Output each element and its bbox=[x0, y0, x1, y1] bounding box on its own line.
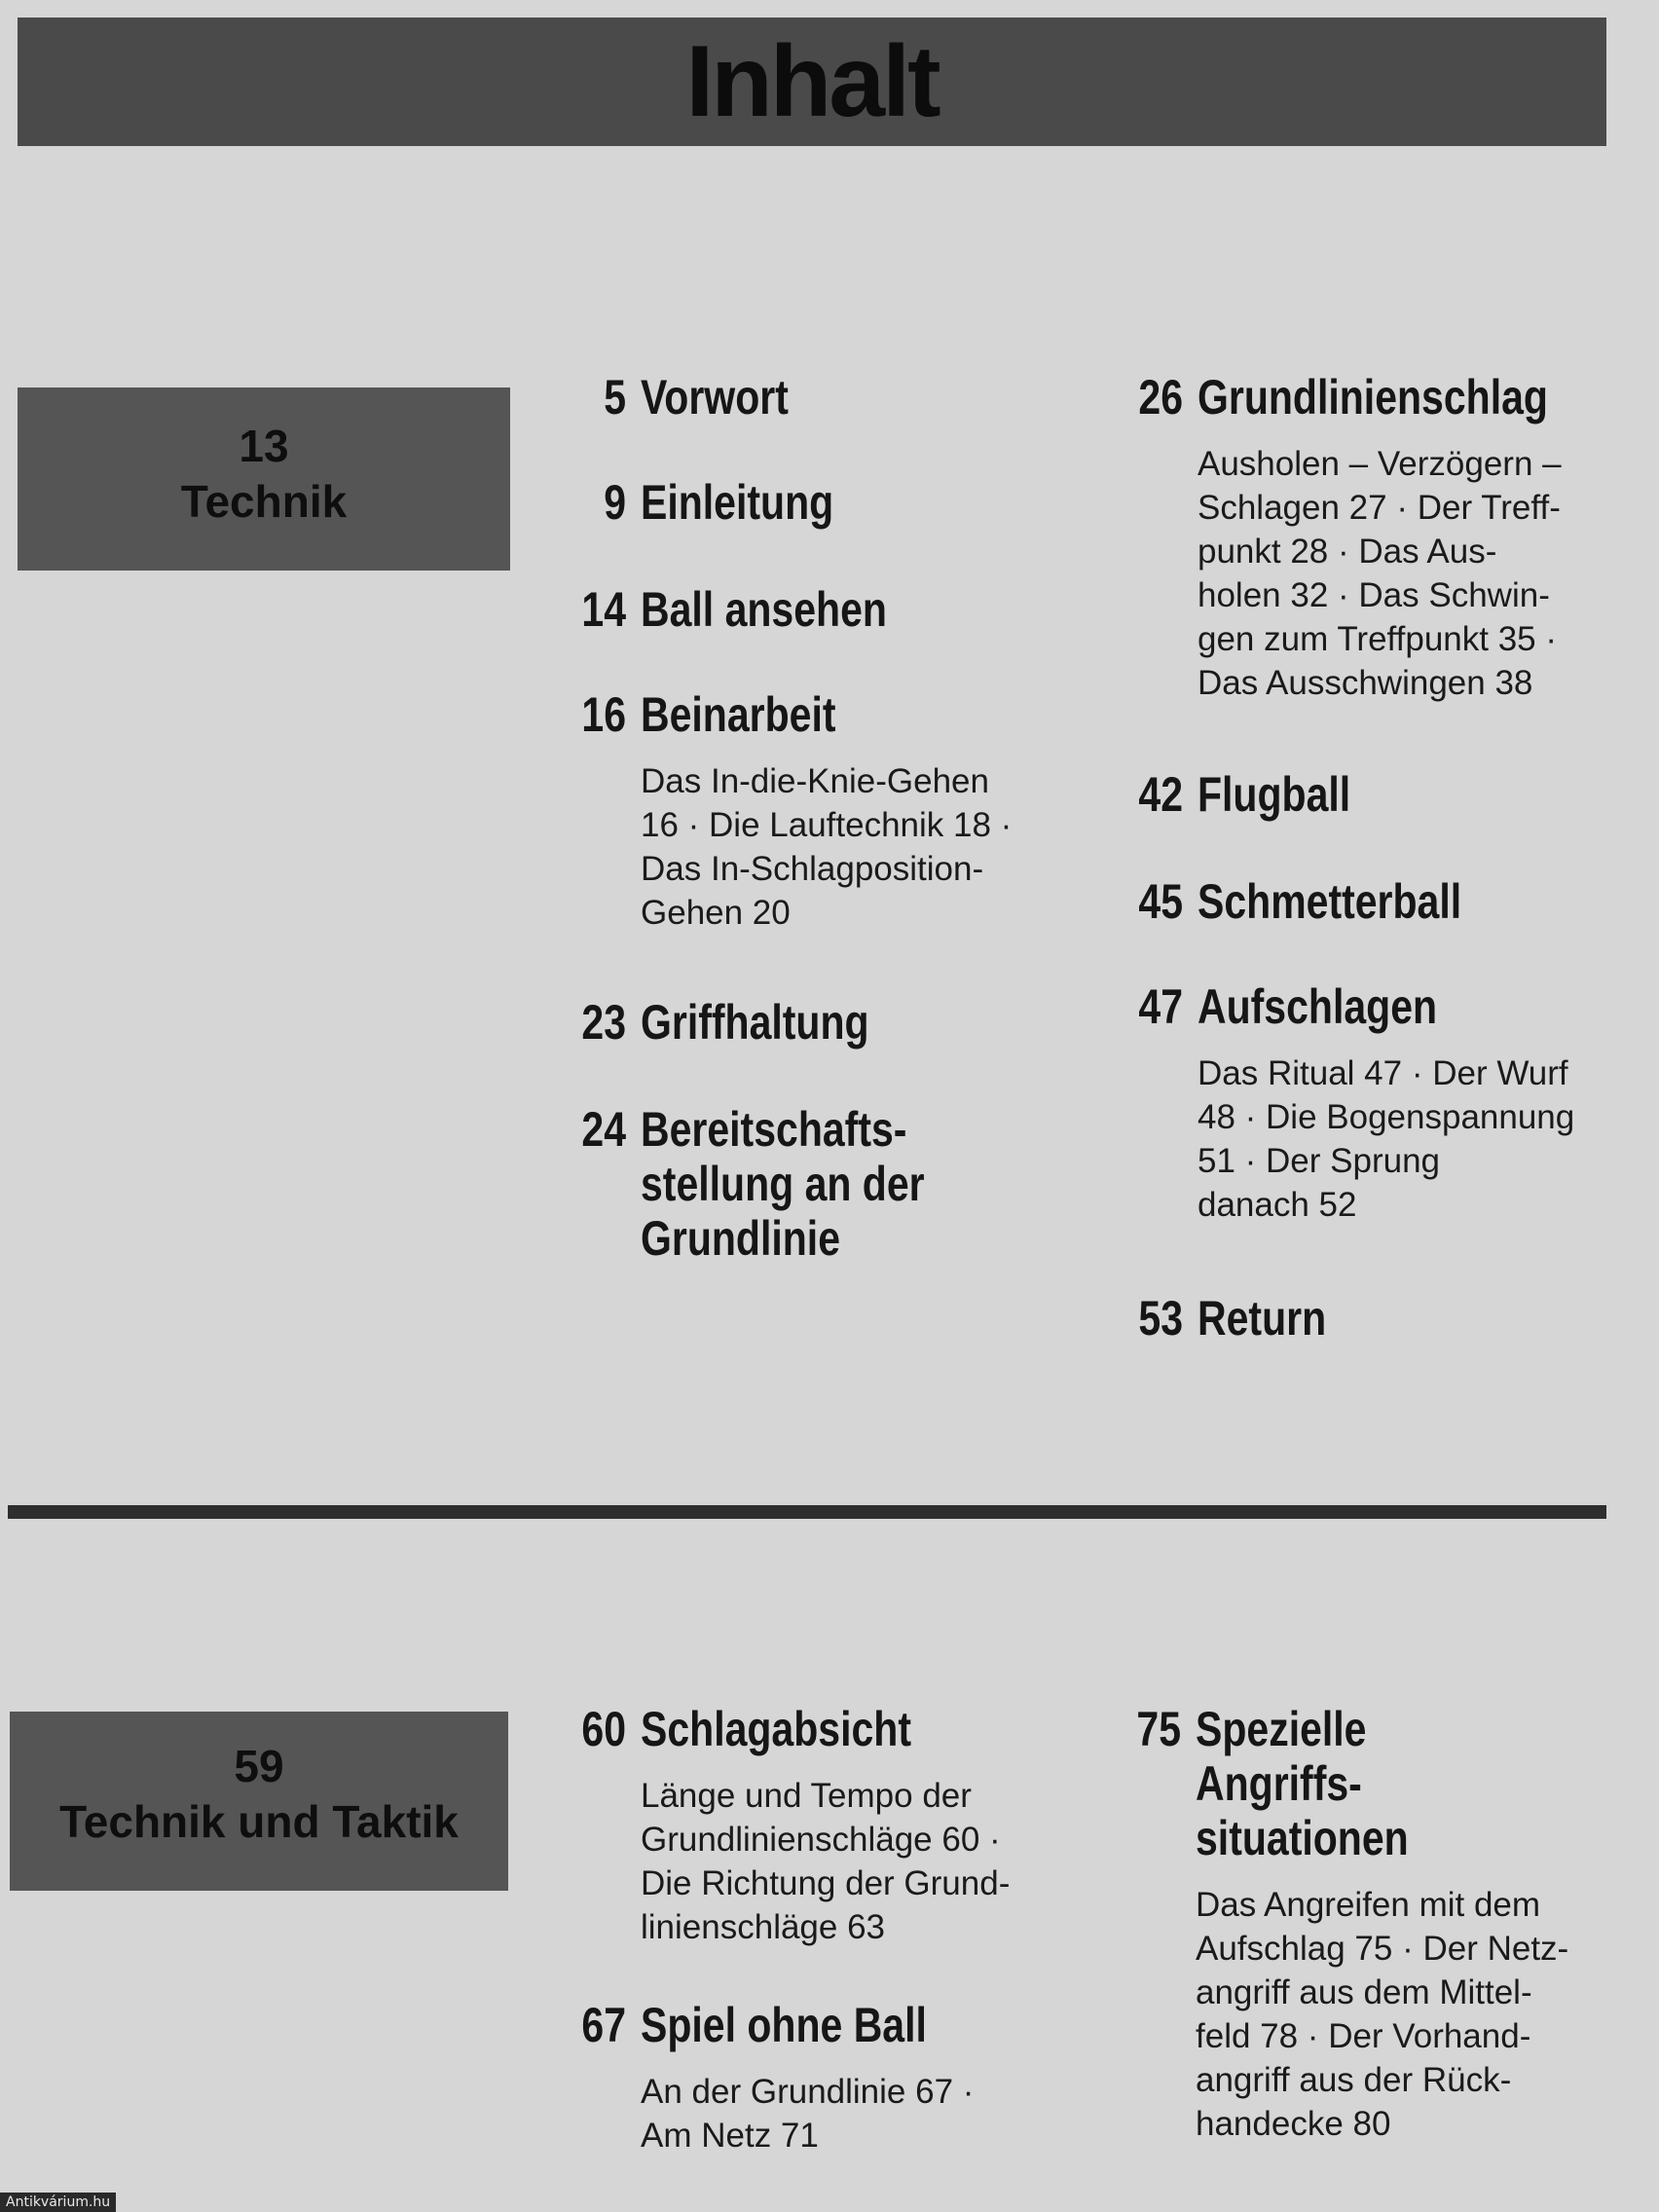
entry-title: Griffhaltung bbox=[641, 995, 869, 1050]
entry-page-number: 47 bbox=[1138, 979, 1183, 1034]
entry-title: Schmetterball bbox=[1198, 874, 1462, 929]
title-bar bbox=[18, 18, 1606, 146]
subtopic-line: Das In-die-Knie-Gehen bbox=[641, 762, 989, 800]
section-number: 13 bbox=[239, 421, 289, 471]
entry-title: Vorwort bbox=[641, 370, 789, 424]
section-name: Technik bbox=[180, 476, 348, 527]
entry-title-line: Angriffs- bbox=[1196, 1756, 1362, 1811]
entry-title: Return bbox=[1198, 1291, 1327, 1346]
entry-title: Beinarbeit bbox=[641, 687, 836, 742]
entry-page-number: 23 bbox=[581, 995, 626, 1050]
entry-subtopics bbox=[1196, 1883, 1568, 2146]
entry-title-line: situationen bbox=[1196, 1811, 1409, 1865]
watermark-label: Antikvárium.hu bbox=[0, 2193, 116, 2212]
toc-entry[interactable] bbox=[581, 1998, 989, 2157]
entry-page-number: 9 bbox=[604, 475, 626, 530]
entry-page-number: 67 bbox=[581, 1998, 626, 2052]
section-number: 59 bbox=[234, 1741, 284, 1791]
toc-entry[interactable] bbox=[581, 1702, 1011, 1949]
subtopic-line: gen zum Treffpunkt 35 · bbox=[1198, 620, 1558, 658]
toc-entry[interactable] bbox=[1138, 979, 1575, 1227]
entry-page-number: 26 bbox=[1138, 370, 1183, 424]
toc-entry[interactable] bbox=[1138, 874, 1520, 929]
toc-entry[interactable] bbox=[1138, 370, 1625, 705]
entry-page-number: 42 bbox=[1138, 767, 1183, 822]
page-title: Inhalt bbox=[685, 25, 939, 138]
subtopic-line: Das Ausschwingen 38 bbox=[1198, 664, 1533, 702]
toc-entry[interactable] bbox=[1136, 1702, 1569, 2146]
entry-title: Spiel ohne Ball bbox=[641, 1998, 927, 2052]
entry-title-line: Bereitschafts- bbox=[641, 1102, 907, 1157]
subtopic-line: Schlagen 27 · Der Treff- bbox=[1198, 489, 1561, 527]
subtopic-line: 51 · Der Sprung bbox=[1198, 1142, 1441, 1180]
entry-page-number: 75 bbox=[1136, 1702, 1181, 1756]
section-box-technik-und-taktik bbox=[10, 1712, 508, 1891]
subtopic-line: danach 52 bbox=[1198, 1186, 1357, 1224]
entry-title: Schlagabsicht bbox=[641, 1702, 911, 1756]
subtopic-line: Aufschlag 75 · Der Netz- bbox=[1196, 1930, 1569, 1968]
entry-title-line: Grundlinie bbox=[641, 1211, 840, 1266]
entry-subtopics bbox=[641, 759, 1012, 935]
subtopic-line: punkt 28 · Das Aus- bbox=[1198, 533, 1497, 571]
subtopic-line: Das Angreifen mit dem bbox=[1196, 1886, 1541, 1924]
toc-entry[interactable] bbox=[604, 475, 876, 530]
subtopic-line: Länge und Tempo der bbox=[641, 1777, 972, 1815]
subtopic-line: Grundlinienschläge 60 · bbox=[641, 1821, 1001, 1859]
subtopic-line: angriff aus der Rück- bbox=[1196, 2061, 1512, 2099]
subtopic-line: holen 32 · Das Schwin- bbox=[1198, 576, 1550, 614]
entry-title: Ball ansehen bbox=[641, 582, 887, 637]
subtopic-line: An der Grundlinie 67 · bbox=[641, 2073, 975, 2111]
toc-entry[interactable] bbox=[1138, 1291, 1354, 1346]
entry-page-number: 53 bbox=[1138, 1291, 1183, 1346]
entry-title-line: Spezielle bbox=[1196, 1702, 1367, 1756]
subtopic-line: Am Netz 71 bbox=[641, 2117, 819, 2155]
subtopic-line: 48 · Die Bogenspannung bbox=[1198, 1098, 1575, 1136]
toc-entry[interactable] bbox=[581, 995, 919, 1050]
entry-subtopics bbox=[1198, 1051, 1574, 1227]
entry-page-number: 24 bbox=[581, 1102, 626, 1157]
toc-entry[interactable] bbox=[604, 370, 821, 424]
subtopic-line: angriff aus dem Mittel- bbox=[1196, 1973, 1532, 2011]
entry-page-number: 45 bbox=[1138, 874, 1183, 929]
entry-title-line: stellung an der bbox=[641, 1157, 925, 1211]
subtopic-line: Ausholen – Verzögern – bbox=[1198, 445, 1562, 483]
entry-subtopics bbox=[641, 1774, 1010, 1949]
subtopic-line: handecke 80 bbox=[1196, 2105, 1391, 2143]
subtopic-line: 16 · Die Lauftechnik 18 · bbox=[641, 806, 1013, 844]
entry-title: Flugball bbox=[1198, 767, 1351, 822]
toc-entry[interactable] bbox=[1138, 767, 1384, 822]
toc-entry[interactable] bbox=[581, 687, 1013, 935]
subtopic-line: Das Ritual 47 · Der Wurf bbox=[1198, 1054, 1568, 1092]
section-name: Technik und Taktik bbox=[59, 1796, 459, 1847]
entry-title: Einleitung bbox=[641, 475, 834, 530]
entry-subtopics bbox=[641, 2070, 989, 2157]
section-box-technik bbox=[18, 387, 510, 571]
entry-subtopics bbox=[1198, 442, 1625, 705]
entry-title: Aufschlagen bbox=[1198, 979, 1438, 1034]
entry-page-number: 14 bbox=[581, 582, 626, 637]
section-divider bbox=[8, 1505, 1606, 1519]
subtopic-line: feld 78 · Der Vorhand- bbox=[1196, 2017, 1531, 2055]
subtopic-line: Die Richtung der Grund- bbox=[641, 1864, 1011, 1902]
entry-title: Grundlinienschlag bbox=[1198, 370, 1548, 424]
entry-page-number: 16 bbox=[581, 687, 626, 742]
subtopic-line: Das In-Schlagposition- bbox=[641, 850, 984, 888]
toc-entry[interactable] bbox=[581, 582, 940, 637]
toc-entry[interactable] bbox=[581, 1102, 987, 1266]
entry-page-number: 5 bbox=[604, 370, 626, 424]
subtopic-line: linienschläge 63 bbox=[641, 1908, 886, 1946]
entry-page-number: 60 bbox=[581, 1702, 626, 1756]
subtopic-line: Gehen 20 bbox=[641, 894, 791, 932]
